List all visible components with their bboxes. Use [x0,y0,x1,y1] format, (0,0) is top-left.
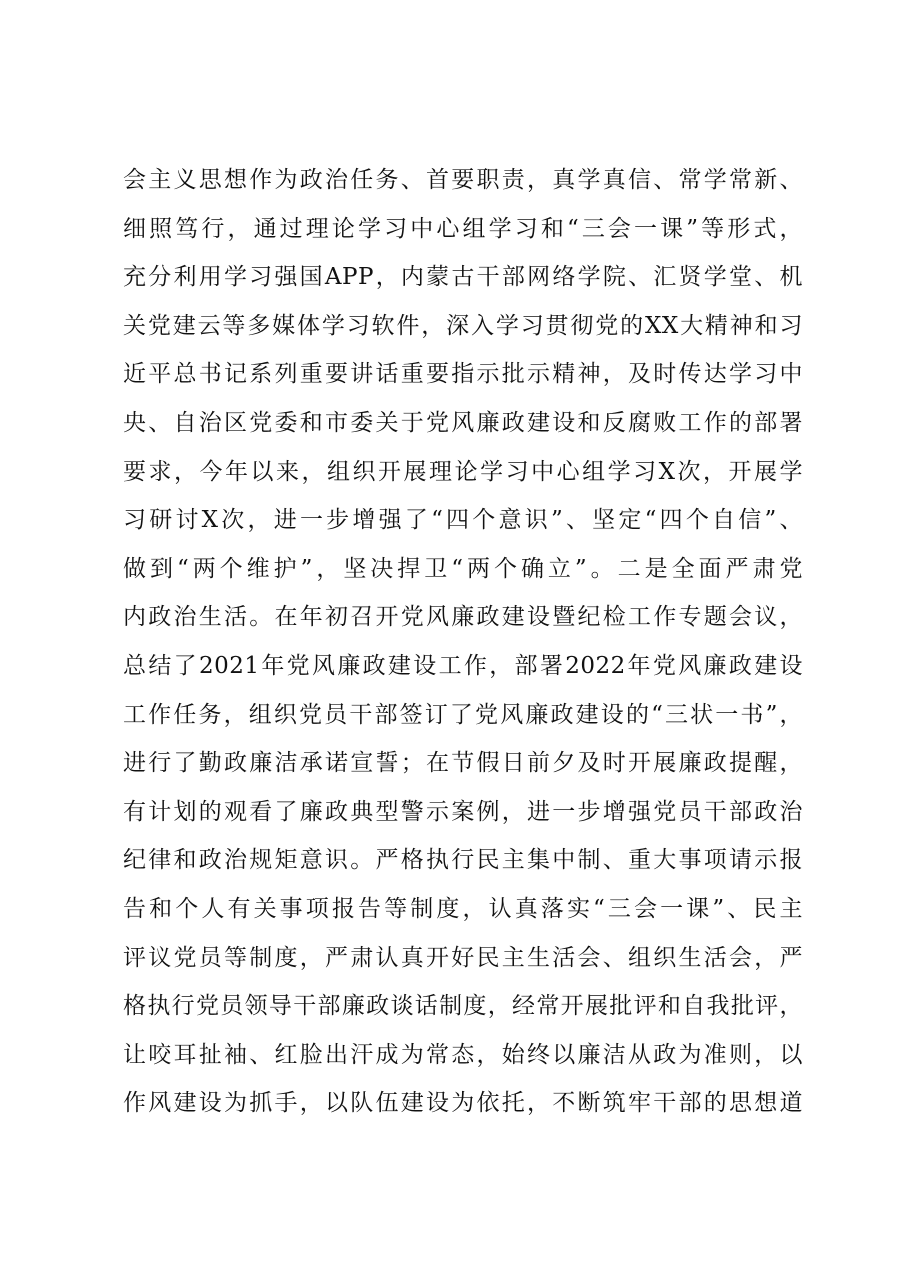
text-line: 关党建云等多媒体学习软件，深入学习贯彻党的XX大精神和习 [123,312,803,339]
text-line: 纪律和政治规矩意识。严格执行民主集中制、重大事项请示报 [123,847,803,874]
text-line: 会主义思想作为政治任务、首要职责，真学真信、常学常新、 [123,167,803,193]
text-line: 让咬耳扯袖、红脸出汗成为常态，始终以廉洁从政为准则，以 [123,1041,803,1068]
text-line: 充分利用学习强国APP，内蒙古干部网络学院、汇贤学堂、机 [123,264,803,291]
text-line: 告和个人有关事项报告等制度，认真落实“三会一课”、民主 [123,895,803,922]
text-line: 习研讨X次，进一步增强了“四个意识”、坚定“四个自信”、 [123,507,803,534]
text-line: 内政治生活。在年初召开党风廉政建设暨纪检工作专题会议， [123,604,803,631]
body-paragraph [123,156,803,1128]
text-line: 有计划的观看了廉政典型警示案例，进一步增强党员干部政治 [123,798,803,825]
text-line: 要求，今年以来，组织开展理论学习中心组学习X次，开展学 [123,458,803,485]
text-line: 评议党员等制度，严肃认真开好民主生活会、组织生活会，严 [123,944,803,971]
text-line: 总结了2021年党风廉政建设工作，部署2022年党风廉政建设 [123,652,803,679]
text-line: 细照笃行，通过理论学习中心组学习和“三会一课”等形式， [123,215,803,242]
text-line: 央、自治区党委和市委关于党风廉政建设和反腐败工作的部署 [123,409,803,436]
text-line: 格执行党员领导干部廉政谈话制度，经常开展批评和自我批评， [123,993,803,1020]
text-line: 工作任务，组织党员干部签订了党风廉政建设的“三状一书”， [123,701,803,728]
text-line: 作风建设为抓手，以队伍建设为依托，不断筑牢干部的思想道 [123,1090,803,1117]
text-line: 进行了勤政廉洁承诺宣誓；在节假日前夕及时开展廉政提醒， [123,750,803,777]
text-line: 做到“两个维护”，坚决捍卫“两个确立”。二是全面严肃党 [123,555,803,582]
text-line: 近平总书记系列重要讲话重要指示批示精神，及时传达学习中 [123,361,803,388]
